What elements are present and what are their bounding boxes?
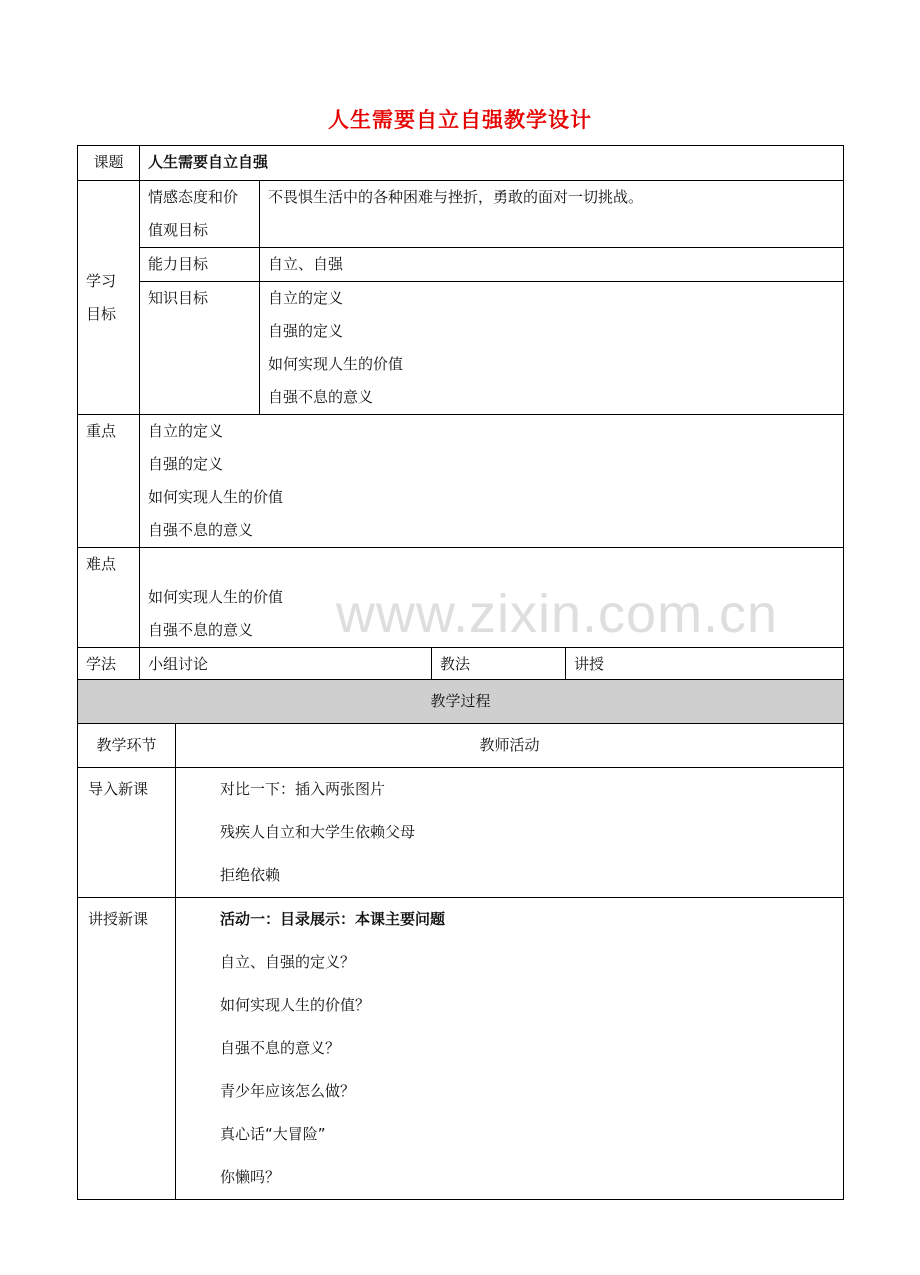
blank-line bbox=[148, 548, 835, 581]
difficulty-item: 自强不息的意义 bbox=[148, 621, 254, 639]
emotion-label: 情感态度和价值观目标 bbox=[140, 181, 260, 248]
key-point-item: 自强不息的意义 bbox=[148, 521, 254, 539]
knowledge-item: 自强不息的意义 bbox=[268, 388, 374, 406]
intro-row bbox=[78, 768, 844, 898]
difficulty-item: 如何实现人生的价值 bbox=[148, 588, 284, 606]
teach-method-label: 教法 bbox=[432, 648, 566, 683]
study-method-value: 小组讨论 bbox=[140, 648, 432, 683]
intro-label: 导入新课 bbox=[78, 768, 176, 898]
intro-activities bbox=[176, 768, 844, 898]
emotion-value: 不畏惧生活中的各种困难与挫折，勇敢的面对一切挑战。 bbox=[260, 181, 844, 248]
difficulties-row bbox=[78, 548, 844, 648]
lesson-label: 课题 bbox=[78, 146, 140, 181]
activity-column-header: 教师活动 bbox=[176, 724, 844, 768]
ability-label: 能力目标 bbox=[140, 248, 260, 282]
teach-item: 自立、自强的定义？ bbox=[220, 953, 356, 971]
teach-item: 青少年应该怎么做？ bbox=[220, 1082, 356, 1100]
teach-item: 如何实现人生的价值？ bbox=[220, 996, 371, 1014]
lesson-value: 人生需要自立自强 bbox=[140, 146, 844, 181]
key-points-value bbox=[140, 415, 844, 548]
document-title: 人生需要自立自强教学设计 bbox=[328, 108, 592, 132]
knowledge-item: 自强的定义 bbox=[268, 322, 344, 340]
emotion-row bbox=[78, 181, 844, 248]
watermark: www.zixin.com.cn bbox=[336, 584, 779, 644]
teach-method-value: 讲授 bbox=[566, 648, 844, 683]
intro-item: 拒绝依赖 bbox=[220, 866, 281, 884]
stage-column-header: 教学环节 bbox=[78, 724, 176, 768]
knowledge-value bbox=[260, 282, 844, 415]
key-point-item: 自强的定义 bbox=[148, 455, 224, 473]
ability-value: 自立、自强 bbox=[260, 248, 844, 282]
knowledge-item: 如何实现人生的价值 bbox=[268, 355, 404, 373]
lesson-row bbox=[78, 146, 844, 181]
objectives-label-text: 学习目标 bbox=[86, 271, 117, 323]
study-method-label: 学法 bbox=[78, 648, 140, 683]
process-header: 教学过程 bbox=[78, 680, 844, 724]
teaching-process-table bbox=[77, 679, 844, 1200]
lesson-plan-table bbox=[77, 145, 844, 683]
ability-row bbox=[78, 248, 844, 282]
difficulties-value bbox=[140, 548, 844, 648]
teach-label: 讲授新课 bbox=[78, 898, 176, 1200]
intro-item: 残疾人自立和大学生依赖父母 bbox=[220, 823, 416, 841]
intro-item: 对比一下：插入两张图片 bbox=[220, 780, 386, 798]
teach-item: 你懒吗？ bbox=[220, 1168, 281, 1186]
key-point-item: 自立的定义 bbox=[148, 422, 224, 440]
teach-item: 自强不息的意义？ bbox=[220, 1039, 341, 1057]
knowledge-item: 自立的定义 bbox=[268, 289, 344, 307]
key-point-item: 如何实现人生的价值 bbox=[148, 488, 284, 506]
knowledge-row bbox=[78, 282, 844, 415]
key-points-row bbox=[78, 415, 844, 548]
teach-row bbox=[78, 898, 844, 1200]
key-points-label: 重点 bbox=[78, 415, 140, 548]
process-header-row bbox=[78, 680, 844, 724]
methods-row bbox=[78, 648, 844, 683]
process-columns-row bbox=[78, 724, 844, 768]
difficulties-label: 难点 bbox=[78, 548, 140, 648]
objectives-label bbox=[78, 181, 140, 415]
activity-heading: 活动一：目录展示：本课主要问题 bbox=[220, 910, 446, 928]
teach-item: 真心话“大冒险” bbox=[220, 1125, 326, 1143]
knowledge-label: 知识目标 bbox=[140, 282, 260, 415]
teach-activities bbox=[176, 898, 844, 1200]
